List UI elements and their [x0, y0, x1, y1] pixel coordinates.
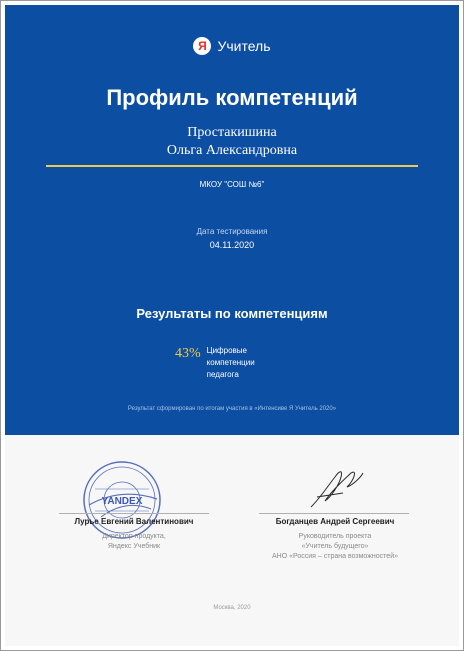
signatory-role	[225, 532, 445, 562]
yandex-teacher-logo	[1, 37, 463, 55]
results-title: Результаты по компетенциям	[136, 306, 328, 321]
signatory-left	[24, 517, 244, 552]
signatory-name: Богданцев Андрей Сергеевич	[275, 517, 395, 526]
name-underline	[46, 165, 418, 167]
signature-line-left	[59, 513, 209, 514]
signatory-role-line: «Учитель будущего»	[301, 543, 369, 550]
test-date: 04.11.2020	[209, 240, 255, 250]
city-year: Москва, 2020	[213, 605, 251, 611]
competency-label: Цифровые компетенции педагога	[206, 346, 255, 379]
signatory-role-line: Руководитель проекта	[298, 533, 372, 540]
signatory-role-line: АНО «Россия – страна возможностей»	[272, 553, 398, 560]
test-date-label: Дата тестирования	[196, 227, 268, 236]
school-name: МКОУ "СОШ №6"	[199, 180, 265, 189]
signatory-name: Лурье Евгений Валентинович	[74, 517, 194, 526]
result-footnote: Результат сформирован по итогам участия в «Интенсиве Я Учитель 2020»	[127, 406, 337, 412]
yandex-logo-icon: Я	[193, 37, 211, 55]
logo-text: Учитель	[217, 38, 271, 54]
signature-line-right	[259, 513, 409, 514]
signatory-right	[225, 517, 445, 562]
signature-icon	[307, 467, 367, 511]
page-title: Профиль компетенций	[106, 85, 358, 110]
participant-last-name: Простакишина	[187, 125, 277, 140]
participant-first-middle-name: Ольга Александровна	[166, 143, 298, 158]
signatory-role	[24, 532, 244, 552]
competency-score: 43%	[175, 346, 201, 361]
signatory-role-line: Яндекс Учебник	[107, 543, 161, 550]
stamp-text: YANDEX	[101, 496, 143, 507]
competency-item	[175, 345, 277, 381]
signatory-role-line: Директор продукта,	[102, 533, 166, 540]
